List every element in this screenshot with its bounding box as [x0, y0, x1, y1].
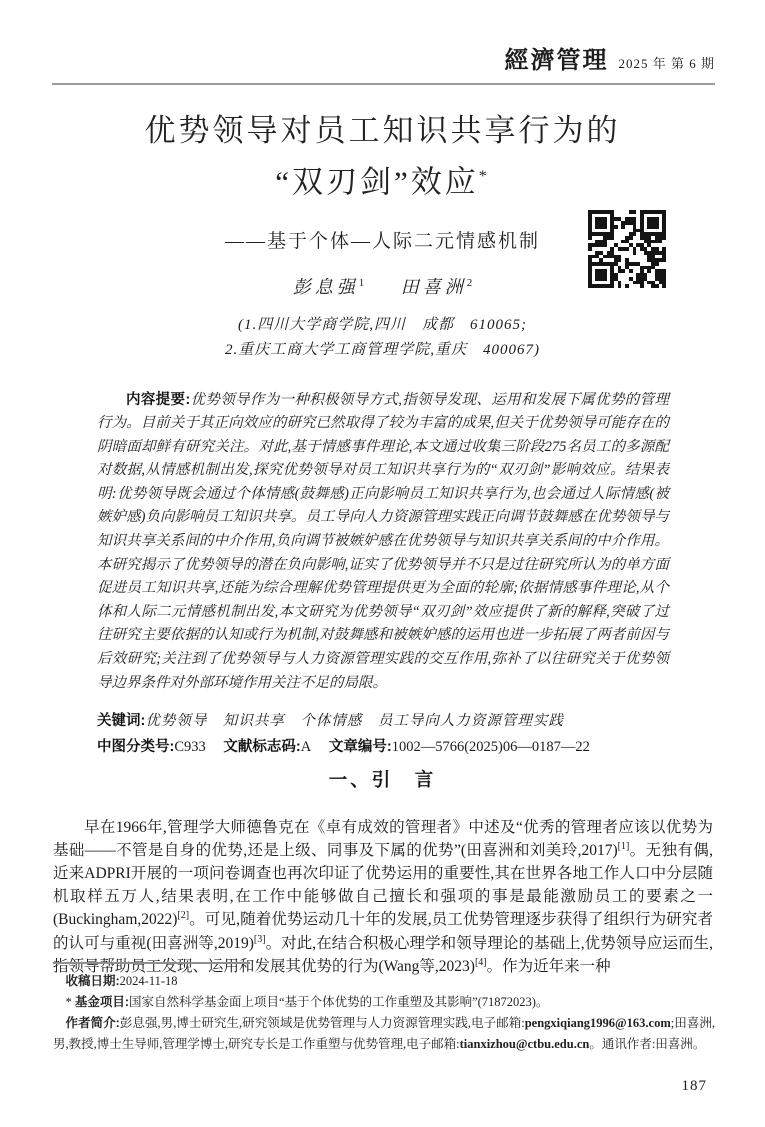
affiliation-line2: 2.重庆工商大学工商管理学院,重庆 400067) — [225, 342, 540, 359]
abstract-text: 优势领导作为一种积极领导方式,指领导发现、运用和发展下属优势的管理行为。目前关于其正向效应的研究已然取得了较为丰富的成果,但关于优势领导可能存在的阴暗面却鲜有研究关注。对此,基于情感事件理论,本文通过收集三阶段275名员工的多源配对数据,从情感机制出发,探究优势领导对员工知识共享行为的“双刃剑”影响效应。结果表明:优势领导既会通过个体情感(鼓舞感)正向影响员工知识共享行为,也会通过人际情感(被嫉妒感)负向影响员工知识共享。员工导向人力资源管理实践正向调节鼓舞感在优势领导与知识共享关系间的中介作用,负向调节被嫉妒感在优势领导与知识共享关系间的中介作用。本研究揭示了优势领导的潜在负向影响,证实了优势领导并不只是过往研究所认为的单方面促进员工知识共享,还能为综合理解优势管理提供更为全面的轮廓;依据情感事件理论,从个体和人际二元情感机制出发,本文研究为优势领导“双刃剑”效应提供了新的解释,突破了过往研究主要依据的认知或行为机制,对鼓舞感和被嫉妒感的运用也进一步拓展了两者前因与后效研究;关注到了优势领导与人力资源管理实践的交互作用,弥补了以往研究关于优势领导边界条件对外部环境作用关注不足的局限。 — [97, 391, 670, 691]
footnote-received: 收稿日期:2024-11-18 — [65, 974, 178, 988]
clc-label: 中图分类号: — [97, 739, 175, 755]
abstract-label: 内容提要: — [126, 391, 191, 408]
footnote-bio: 作者简介:彭息强,男,博士研究生,研究领域是优势管理与人力资源管理实践,电子邮箱:pengxiqiang1996@163.com;田喜洲,男,教授,博士生导师,管理学博士,研究专长是工作重塑与优势管理,电子邮箱:tianxizhou@ctbu.edu.cn。通讯作者:田喜洲。 — [53, 1016, 715, 1051]
author-2: 田喜洲$^2$ — [400, 277, 473, 298]
keywords-line — [97, 709, 669, 730]
section-heading: 一、引 言 — [328, 771, 437, 791]
footnote-fund: * 基金项目:国家自然科学基金面上项目“基于个体优势的工作重塑及其影响”(71872023)。 — [65, 995, 549, 1009]
author-1: 彭息强$^1$ — [292, 277, 365, 298]
body-paragraph: 早在1966年,管理学大师德鲁克在《卓有成效的管理者》中述及“优秀的管理者应该以优势为基础——不管是自身的优势,还是上级、同事及下属的优势”(田喜洲和刘美玲,2017)[1]。无独有偶,近来ADPRI开展的一项问卷调查也再次印证了优势运用的重要性,其在世界各地工作人口中分层随机取样五万人,结果表明,在工作中能够做自己擅长和强项的事是最能激励员工的要素之一(Buckingham,2022)[2]。可见,随着优势运动几十年的发展,员工优势管理逐步获得了组织行为研究者的认可与重视(田喜洲等,2019)[3]。对此,在结合积极心理学和领导理论的基础上,优势领导应运而生,指领导帮助员工发现、运用和发展其优势的行为(Wang等,2023)[4]。作为近年来一种 — [53, 818, 713, 975]
keywords-text: 优势领导 知识共享 个体情感 员工导向人力资源管理实践 — [145, 713, 564, 729]
keywords-label: 关键词: — [97, 713, 146, 729]
affiliation-line1: (1.四川大学商学院,四川 成都 610065; — [238, 317, 527, 334]
article-id-value: 1002—5766(2025)06—0187—22 — [391, 739, 590, 755]
doc-code-label: 文献标志码: — [223, 739, 301, 755]
paper-subtitle: ——基于个体—人际二元情感机制 — [224, 231, 540, 253]
paper-title-line1: 优势领导对员工知识共享行为的 — [144, 113, 621, 148]
affiliations — [0, 313, 765, 363]
footnote-area — [53, 962, 715, 1055]
journal-name: 經濟管理 — [504, 48, 609, 74]
paper-title-line2: “双刃剑”效应* — [275, 164, 490, 200]
footnote-divider — [53, 962, 250, 964]
page-number: 187 — [681, 1078, 707, 1094]
journal-header — [52, 40, 715, 85]
abstract — [97, 389, 669, 696]
doc-code-value: A — [300, 739, 312, 755]
article-id-label: 文章编号: — [328, 739, 392, 755]
classification-line — [97, 735, 697, 756]
fund-asterisk: * — [65, 995, 72, 1009]
qr-code — [588, 210, 666, 288]
title-footnote-mark: * — [478, 168, 490, 185]
issue-info: 2025 年 第 6 期 — [618, 56, 715, 71]
clc-value: C933 — [174, 739, 206, 755]
